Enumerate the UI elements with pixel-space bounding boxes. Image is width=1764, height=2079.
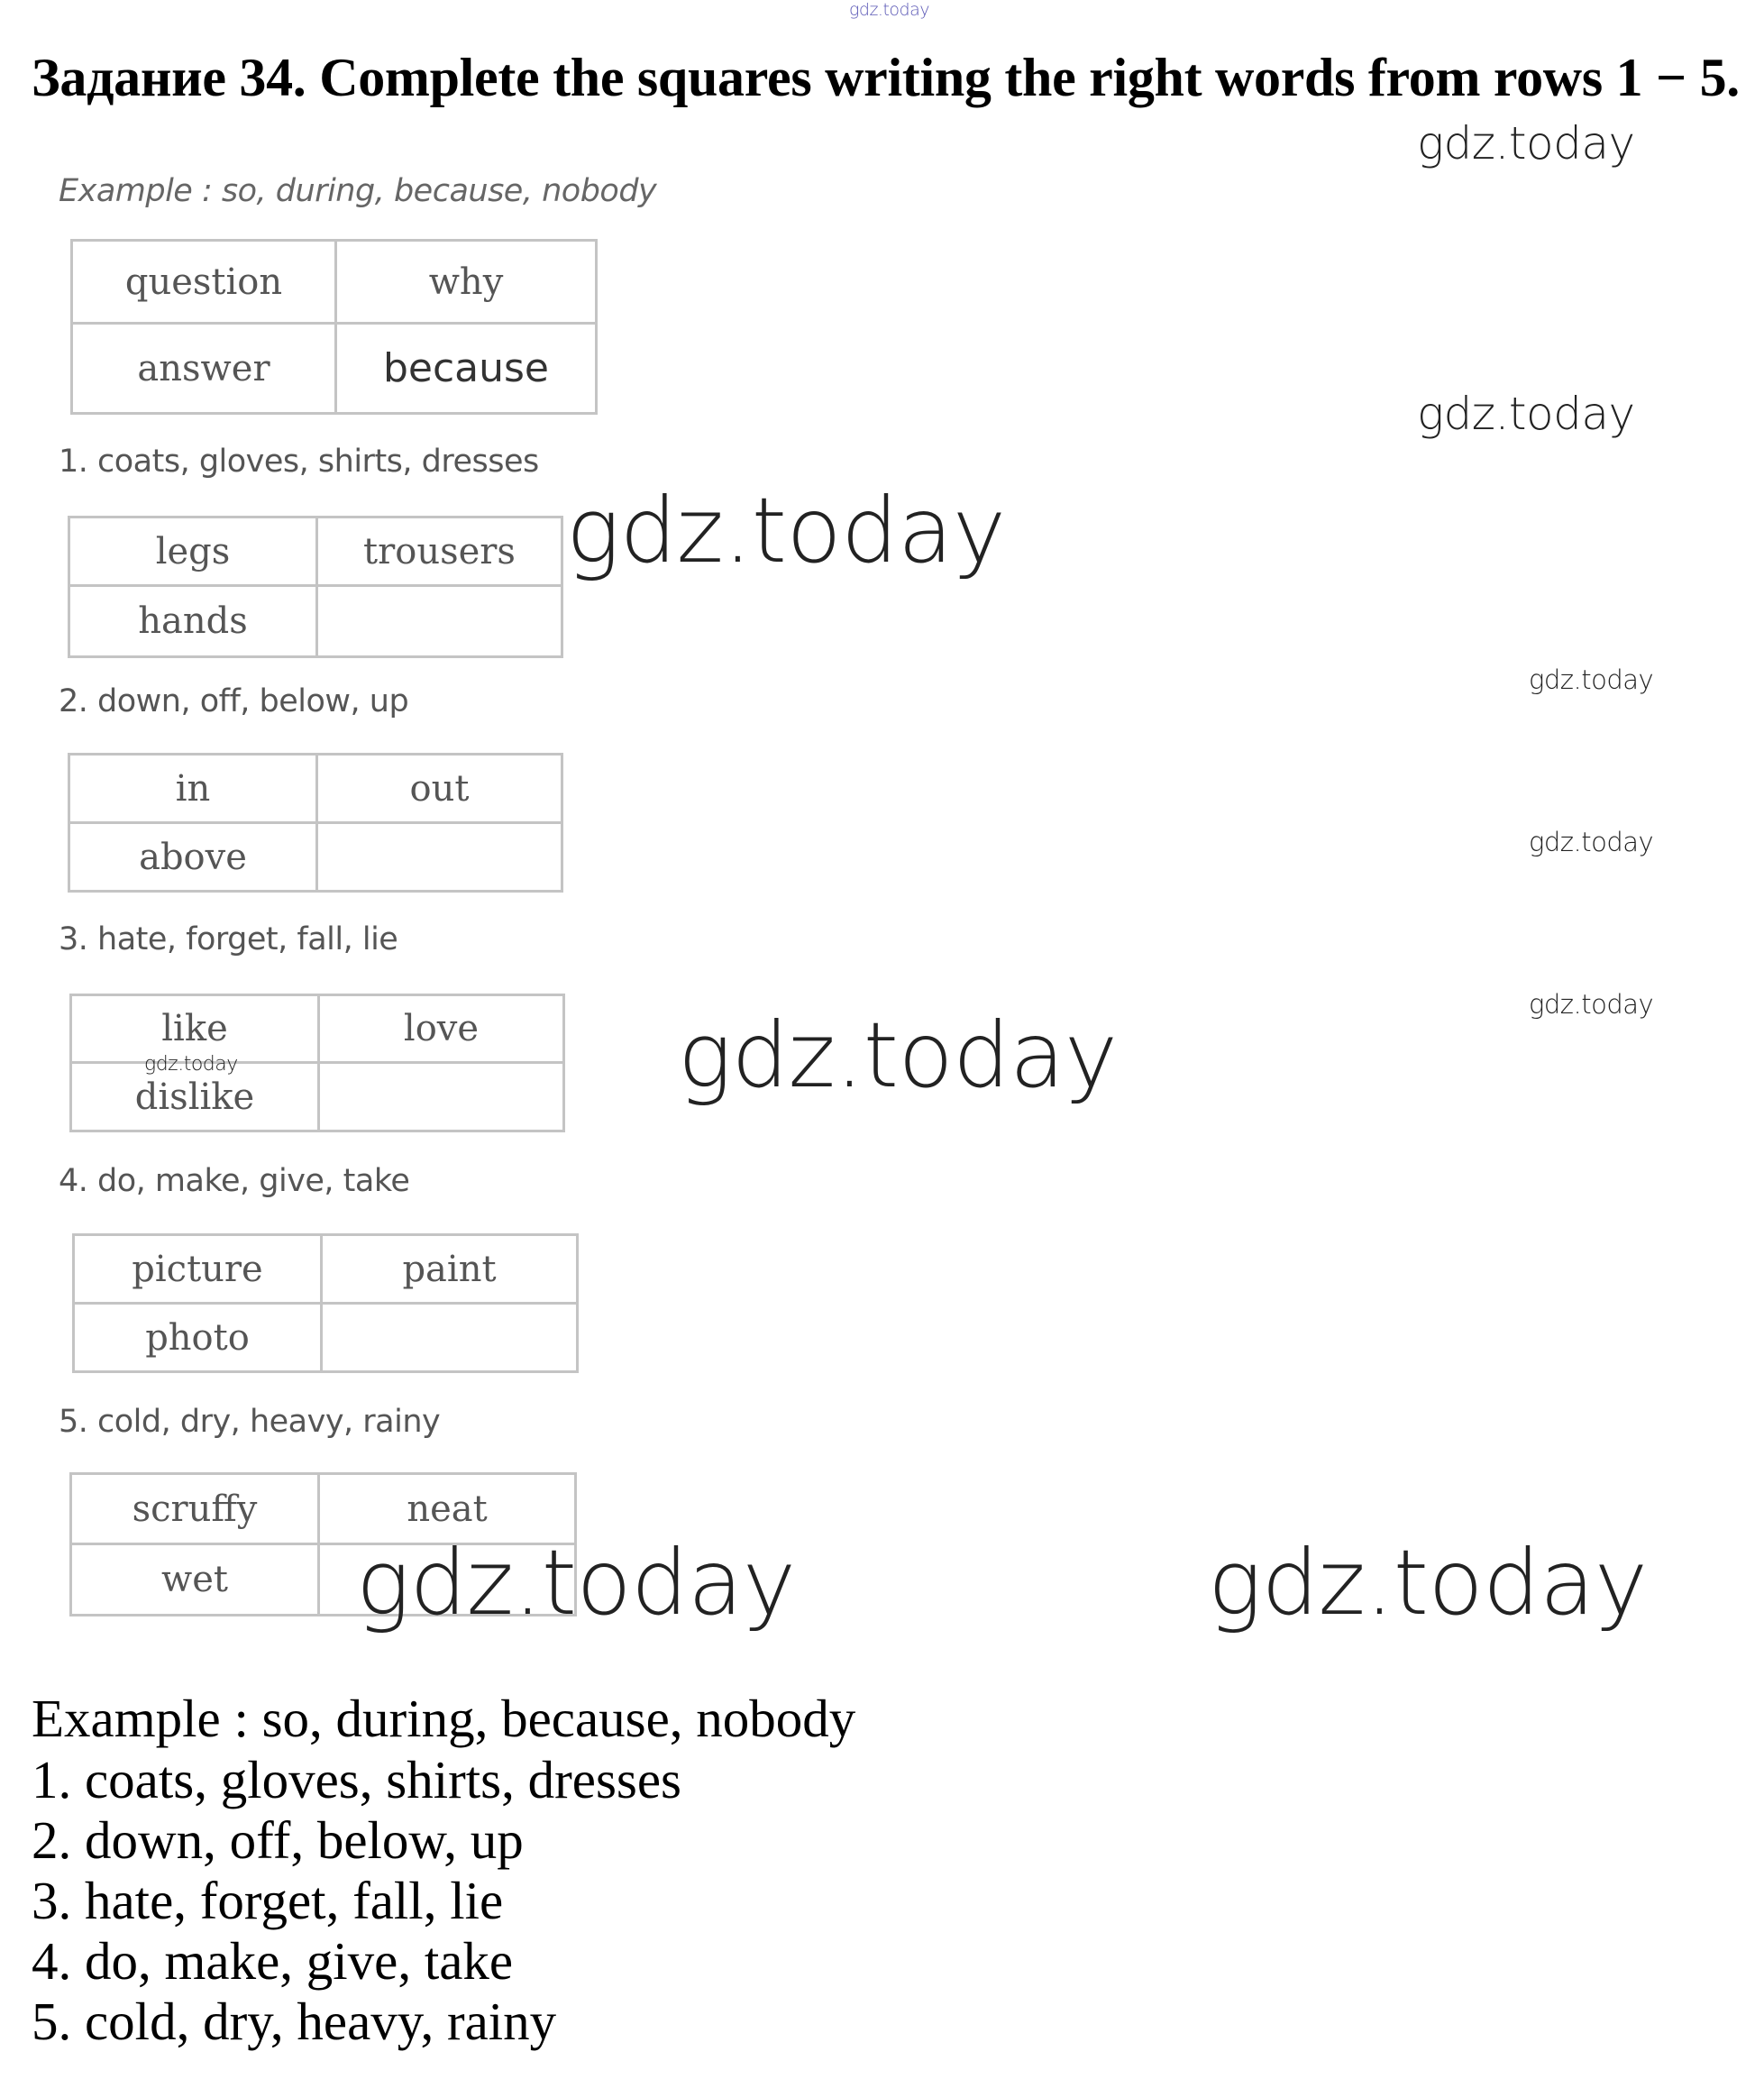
watermark: gdz.today: [678, 1003, 1118, 1108]
grid-cell: dislike: [71, 1063, 319, 1131]
task-title: Задание 34. Complete the squares writing the right words from rows 1 − 5.: [32, 48, 1740, 107]
grid-cell: scruffy: [71, 1474, 319, 1544]
watermark: gdz.today: [1529, 827, 1654, 857]
answer-line: 2. down, off, below, up: [32, 1810, 524, 1870]
grid-cell: love: [319, 995, 564, 1063]
grid-cell-blank: [317, 823, 562, 892]
grid-cell: like: [71, 995, 319, 1063]
answer-line: 4. do, make, give, take: [32, 1931, 514, 1991]
watermark: gdz.today: [566, 478, 1006, 583]
example-caption: Example : so, during, because, nobody: [59, 173, 657, 209]
grid-cell-blank: [319, 1063, 564, 1131]
watermark: gdz.today: [1529, 989, 1654, 1020]
answer-line: Example : so, during, because, nobody: [32, 1689, 856, 1748]
watermark: gdz.today: [1417, 388, 1635, 440]
watermark: gdz.today: [1529, 664, 1654, 695]
watermark: gdz.today: [849, 0, 929, 20]
grid-cell: question: [72, 241, 336, 324]
grid-cell: hands: [69, 586, 317, 657]
answer-line: 5. cold, dry, heavy, rainy: [32, 1992, 557, 2051]
row-caption: 4. do, make, give, take: [59, 1163, 410, 1199]
row-caption: 1. coats, gloves, shirts, dresses: [59, 444, 539, 480]
row-caption: 2. down, off, below, up: [59, 683, 409, 719]
grid-cell: trousers: [317, 517, 562, 586]
row-grid: [68, 753, 563, 893]
grid-cell: photo: [74, 1304, 322, 1372]
watermark: gdz.today: [356, 1530, 796, 1635]
watermark: gdz.today: [1417, 117, 1635, 169]
grid-cell: why: [336, 241, 597, 324]
row-caption: 3. hate, forget, fall, lie: [59, 921, 398, 957]
grid-cell: in: [69, 755, 317, 823]
row-grid: [68, 516, 563, 658]
grid-cell: picture: [74, 1235, 322, 1304]
row-grid: [72, 1233, 579, 1373]
grid-cell: neat: [319, 1474, 576, 1544]
grid-cell-blank: [317, 586, 562, 657]
watermark: gdz.today: [144, 1053, 238, 1076]
grid-cell-blank: [322, 1304, 578, 1372]
example-grid: [70, 239, 598, 415]
grid-cell: answer: [72, 324, 336, 414]
answer-line: 3. hate, forget, fall, lie: [32, 1871, 504, 1930]
row-caption: 5. cold, dry, heavy, rainy: [59, 1404, 441, 1440]
grid-cell: paint: [322, 1235, 578, 1304]
grid-cell: wet: [71, 1544, 319, 1616]
grid-cell: above: [69, 823, 317, 892]
grid-cell: legs: [69, 517, 317, 586]
grid-cell: out: [317, 755, 562, 823]
grid-cell-answer: because: [336, 324, 597, 414]
answer-line: 1. coats, gloves, shirts, dresses: [32, 1750, 682, 1809]
watermark: gdz.today: [1208, 1530, 1648, 1635]
